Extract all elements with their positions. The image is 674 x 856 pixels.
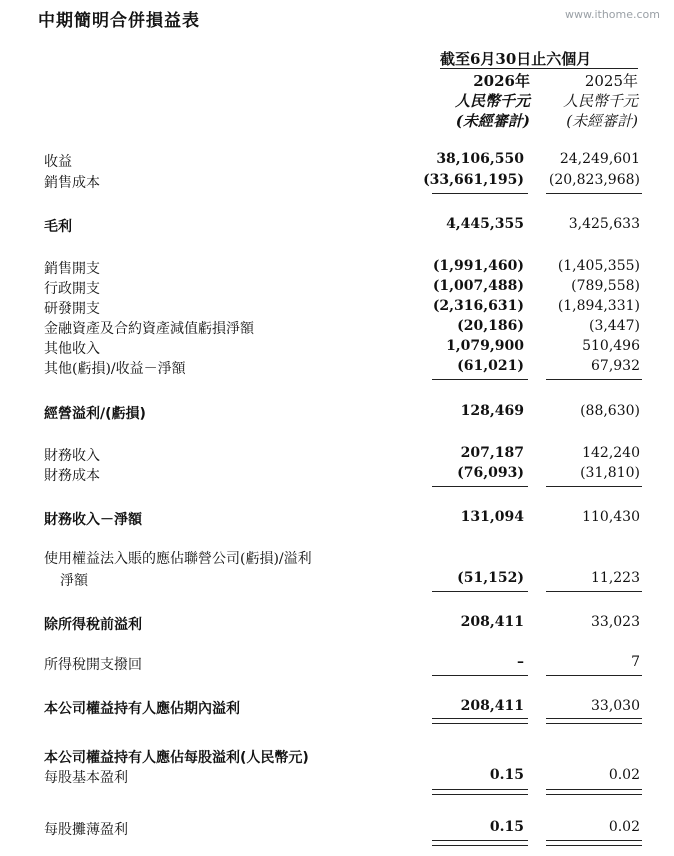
value-2026: (61,021)	[457, 358, 524, 374]
value-2025: 7	[631, 654, 640, 670]
value-2025: (1,894,331)	[557, 298, 640, 314]
value-2026: 0.15	[489, 819, 524, 835]
row-admin-expenses	[0, 278, 674, 298]
value-2025: 142,240	[582, 445, 640, 461]
value-2026: (33,661,195)	[423, 172, 524, 188]
row-income-tax	[0, 654, 674, 674]
col1-note: (未經審計)	[455, 112, 530, 130]
row-diluted-eps	[0, 819, 674, 839]
value-2026: 4,445,355	[446, 216, 524, 232]
row-revenue	[0, 151, 674, 171]
value-2025: 0.02	[608, 819, 640, 835]
value-2026: 207,187	[460, 445, 524, 461]
value-2025: 33,023	[591, 614, 640, 630]
row-operating-profit	[0, 403, 674, 423]
row-label: 收益	[44, 154, 72, 170]
row-label: 本公司權益持有人應佔期內溢利	[44, 701, 240, 717]
row-profit-for-period	[0, 698, 674, 718]
value-2025: (20,823,968)	[548, 172, 640, 188]
row-share-of-associates-net	[0, 570, 674, 590]
value-2025: (3,447)	[588, 318, 640, 334]
statement-title: 中期簡明合併損益表	[38, 11, 200, 31]
row-rnd-expenses	[0, 298, 674, 318]
value-2026: (51,152)	[457, 570, 524, 586]
value-2026: (1,007,488)	[432, 278, 524, 294]
row-finance-income-net	[0, 509, 674, 529]
value-2025: 3,425,633	[568, 216, 640, 232]
value-2026: 208,411	[460, 698, 524, 714]
value-2025: 67,932	[591, 358, 640, 374]
row-label: 每股基本盈利	[44, 770, 128, 786]
row-gross-profit	[0, 216, 674, 236]
row-label: 財務收入	[44, 448, 100, 464]
value-2025: (88,630)	[580, 403, 640, 419]
period-header: 截至6月30日止六個月	[440, 50, 592, 68]
value-2026: –	[517, 654, 524, 670]
row-cost-of-sales	[0, 172, 674, 192]
value-2026: (1,991,460)	[432, 258, 524, 274]
period-underline	[440, 68, 638, 69]
value-2026: 131,094	[460, 509, 524, 525]
value-2025: 510,496	[582, 338, 640, 354]
row-label: 銷售成本	[44, 175, 100, 191]
row-label: 其他收入	[44, 341, 100, 357]
value-2025: (789,558)	[571, 278, 640, 294]
col1-unit: 人民幣千元	[454, 92, 530, 110]
row-other-gains-net	[0, 358, 674, 378]
col1-year: 2026年	[473, 72, 530, 90]
value-2026: 208,411	[460, 614, 524, 630]
value-2026: (76,093)	[457, 465, 524, 481]
row-label: 銷售開支	[44, 261, 100, 277]
value-2026: 1,079,900	[446, 338, 524, 354]
col2-unit: 人民幣千元	[562, 92, 638, 110]
value-2026: 128,469	[460, 403, 524, 419]
row-label: 本公司權益持有人應佔每股溢利(人民幣元)	[44, 750, 309, 766]
row-finance-income	[0, 445, 674, 465]
col2-year: 2025年	[584, 72, 638, 90]
value-2026: 38,106,550	[436, 151, 524, 167]
value-2025: 24,249,601	[559, 151, 640, 167]
value-2025: 33,030	[591, 698, 640, 714]
row-finance-costs	[0, 465, 674, 485]
row-eps-heading	[0, 747, 674, 767]
row-basic-eps	[0, 767, 674, 787]
row-share-of-associates	[0, 548, 674, 568]
row-label: 財務成本	[44, 468, 100, 484]
value-2025: 0.02	[608, 767, 640, 783]
row-label: 每股攤薄盈利	[44, 822, 128, 838]
value-2026: 0.15	[489, 767, 524, 783]
col2-note: (未經審計)	[566, 112, 638, 130]
value-2026: (2,316,631)	[432, 298, 524, 314]
value-2025: (1,405,355)	[557, 258, 640, 274]
row-label: 金融資產及合約資產減值虧損淨額	[44, 321, 254, 337]
row-label: 經營溢利/(虧損)	[44, 406, 146, 422]
watermark: www.ithome.com	[564, 8, 660, 21]
row-label: 毛利	[44, 219, 72, 235]
row-label: 所得稅開支撥回	[44, 657, 142, 673]
row-label: 淨額	[60, 573, 88, 589]
row-label: 使用權益法入賬的應佔聯營公司(虧損)/溢利	[44, 551, 312, 567]
row-impairment-losses	[0, 318, 674, 338]
row-profit-before-tax	[0, 614, 674, 634]
row-selling-expenses	[0, 258, 674, 278]
row-other-income	[0, 338, 674, 358]
value-2025: 11,223	[591, 570, 640, 586]
row-label: 其他(虧損)/收益－淨額	[44, 361, 186, 377]
row-label: 行政開支	[44, 281, 100, 297]
row-label: 研發開支	[44, 301, 100, 317]
value-2026: (20,186)	[457, 318, 524, 334]
value-2025: (31,810)	[580, 465, 640, 481]
row-label: 財務收入－淨額	[44, 512, 142, 528]
value-2025: 110,430	[582, 509, 640, 525]
row-label: 除所得稅前溢利	[44, 617, 142, 633]
